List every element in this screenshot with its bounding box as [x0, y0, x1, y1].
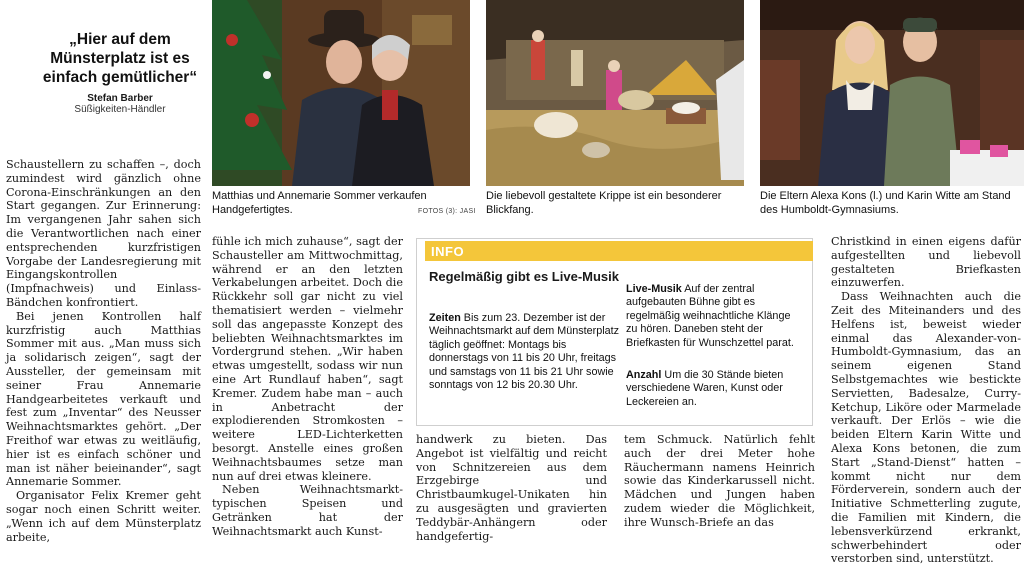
- info-title: Regelmäßig gibt es Live-Musik: [429, 269, 619, 284]
- quote-role: Süßigkeiten-Händler: [74, 104, 166, 115]
- info-music-text: Auf der zentral aufgebauten Bühne gibt es regelmäßig weihnachtliche Klänge zu hören. Daneben steht der Briefkasten für Wunschzettel parat.: [626, 283, 794, 349]
- article-paragraph: handwerk zu bieten. Das Angebot ist vielfältig und reicht von Schnitzereien aus dem Erzgebirge und Christbaumkugel-Unikaten hin zu ausgesägten und gravierten Teddybär-Anhängern oder handgefertig-: [416, 433, 607, 543]
- info-hours-text: Bis zum 23. Dezember ist der Weihnachtsmarkt auf dem Münsterplatz täglich geöffnet: Montags bis donnerstags von 11 bis 20 Uhr, freitags und samstags von 11 bis 21 Uhr sowie sonntags von 12 bis 20.30 Uhr.: [429, 312, 620, 392]
- info-count: [626, 369, 804, 409]
- article-paragraph: tem Schmuck. Natürlich fehlt auch der drei Meter hohe Räuchermann namens Heinrich sowie das Kinderkarussell nicht. Mädchen und Jungen haben zudem wieder die Möglichkeit, ihre Wunsch-Briefe an das: [624, 433, 815, 529]
- article-paragraph: Schaustellern zu schaffen –, doch zumindest wird gänzlich ohne Corona-Einschränkungen an den Start gegangen. Zur Erinnerung: Im vergangenen Jahr sahen sich die Verantwortlichen nach einer entsprechenden kurzfristigen Vorgabe der Landesregierung mit Eingangskontrollen (Impfnachweis) und Einlass-Bändchen konfrontiert.: [6, 158, 201, 309]
- info-count-label: Anzahl: [626, 369, 662, 381]
- article-column-1: [6, 158, 201, 544]
- article-column-5: [831, 235, 1021, 566]
- photo-sommer-couple: [212, 0, 470, 186]
- photo-caption-3: Die Eltern Alexa Kons (l.) und Karin Witte am Stand des Humboldt-Gymnasiums.: [760, 190, 1011, 216]
- info-label: INFO: [431, 244, 465, 259]
- pull-quote: [40, 30, 200, 115]
- article-paragraph: Organisator Felix Kremer geht sogar noch einen Schritt weiter. „Wenn ich auf dem Münsterplatz arbeite,: [6, 489, 201, 544]
- article-column-2: [212, 235, 403, 539]
- article-paragraph: Dass Weihnachten auch die Zeit des Miteinanders und des Helfens ist, beweist wieder einmal das Alexander-von-Humboldt-Gymnasium, das an seinem eigenen Stand Selbstgemachtes wie bestickte Servietten, Badesalze, Curry-Ketchup, Liköre oder Marmelade verkauft. Der Erlös – wie die beiden Eltern Karin Witte und Alexa Kons betonen, die zum Start „Stand-Dienst“ hatten – kommt nicht nur dem Förderverein, sondern auch der Initiative Schmetterling zugute, die Familien mit Kindern, die lebensverkürzend erkrankt, schwerbehindert oder verstorben sind, unterstützt.: [831, 290, 1021, 566]
- article-column-3: [416, 433, 607, 543]
- photo-caption-1: Matthias und Annemarie Sommer verkaufen Handgefertigtes.: [212, 190, 427, 216]
- article-column-4: [624, 433, 815, 530]
- info-count-text: Um die 30 Stände bieten verschiedene Waren, Kunst oder Leckereien an.: [626, 369, 784, 408]
- info-box: [416, 238, 813, 426]
- article-paragraph: Christkind in einen eigens dafür aufgestellten und liebevoll gestalteten Briefkasten einzuwerfen.: [831, 235, 1021, 290]
- photo-humboldt-stand: [760, 0, 1024, 186]
- info-hours-label: Zeiten: [429, 312, 461, 324]
- article-paragraph: Bei jenen Kontrollen half kurzfristig auch Matthias Sommer mit aus. „Man muss sich ja solidarisch zeigen“, sagt der Aussteller, der gemeinsam mit seiner Frau Annemarie Handgearbeitetes verkauft und fest zum „Inventar“ des Neusser Weihnachtsmarktes gehört. „Der Freithof war etwas zu weitläufig, hier ist es einfach schöner und man ist näher beieinander“, sagt Annemarie Sommer.: [6, 309, 201, 489]
- info-music-label: Live-Musik: [626, 283, 682, 295]
- info-music: [626, 283, 804, 350]
- info-header: [425, 241, 813, 261]
- quote-author: Stefan Barber: [87, 93, 153, 104]
- photo-caption-2: Die liebevoll gestaltete Krippe ist ein besonderer Blickfang.: [486, 190, 722, 216]
- photo-nativity-scene: [486, 0, 744, 186]
- quote-text: „Hier auf dem Münsterplatz ist es einfach gemütlicher“: [42, 31, 198, 86]
- article-paragraph: Neben Weihnachtsmarkt-typischen Speisen und Getränken hat der Weihnachtsmarkt auch Kunst-: [212, 483, 403, 538]
- article-paragraph: fühle ich mich zuhause“, sagt der Schausteller am Mittwochmittag, während er an den letzten Verkabelungen arbeitet. Doch die Rückkehr soll gar nicht zu viel thematisiert werden – vielmehr soll das angepasste Konzept des beliebten Weihnachtsmarktes im Vordergrund stehen. „Wir haben etwas umgestellt, sodass wir nun eine Art Rundlauf haben“, sagt Kremer. Zudem habe man – auch in Anbetracht der explodierenden Stromkosten – weitere LED-Lichterketten besorgt. Anstelle eines großen Weihnachtsbaumes setze man nun auf drei etwas kleinere.: [212, 235, 403, 483]
- photo-credit: FOTOS (3): JASI: [418, 208, 476, 215]
- info-hours: [429, 312, 621, 392]
